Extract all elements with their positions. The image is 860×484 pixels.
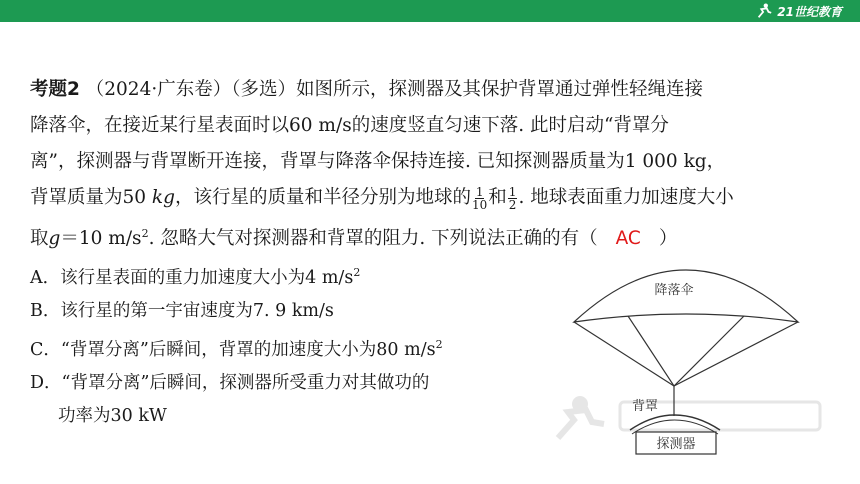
stem-line-4b: ，该行星的质量和半径分别为地球的 bbox=[174, 187, 471, 208]
rope-2 bbox=[628, 316, 674, 386]
option-a-sup: 2 bbox=[353, 266, 361, 279]
frac2-denominator: 2 bbox=[508, 197, 517, 212]
fraction-one-tenth bbox=[472, 186, 487, 211]
brand-logo bbox=[755, 1, 842, 21]
top-banner bbox=[0, 0, 860, 22]
shield-label: 背罩 bbox=[632, 399, 659, 414]
stem-line-1: （2024·广东卷）（多选）如图所示，探测器及其保护背罩通过弹性轻绳连接 bbox=[85, 79, 703, 100]
frac1-denominator: 10 bbox=[472, 197, 488, 212]
rope-3 bbox=[674, 316, 744, 386]
option-d bbox=[30, 367, 443, 400]
stem-line-4d: . 地球表面重力加速度大小 bbox=[518, 187, 734, 208]
option-d-text: D．“背罩分离”后瞬间，探测器所受重力对其做功的 bbox=[30, 372, 430, 393]
option-a-text: A．该行星表面的重力加速度大小为4 m/s bbox=[30, 267, 354, 288]
stem-line-2: 降落伞，在接近某行星表面时以60 m/s的速度竖直匀速下落. 此时启动“背罩分 bbox=[30, 115, 669, 136]
rope-4 bbox=[674, 322, 798, 386]
stem-line-5c: . 忽略大气对探测器和背罩的阻力. 下列说法正确的有（ bbox=[148, 228, 598, 250]
fraction-one-half bbox=[508, 186, 518, 211]
option-b bbox=[30, 295, 443, 328]
stem-line-5a: 取 bbox=[30, 228, 49, 250]
option-a bbox=[30, 256, 443, 295]
option-c-sup: 2 bbox=[435, 337, 443, 351]
answer-text: AC bbox=[615, 228, 641, 250]
rope-1 bbox=[574, 322, 674, 386]
parachute-diagram bbox=[570, 258, 802, 468]
frac1-numerator: 1 bbox=[475, 184, 484, 199]
parachute-label: 降落伞 bbox=[654, 283, 694, 298]
stem-line-3: 离”，探测器与背罩断开连接，背罩与降落伞保持连接. 已知探测器质量为1 000 kg， bbox=[30, 151, 726, 172]
stem-line-5d: ） bbox=[658, 228, 678, 250]
stem-line-4a: 背罩质量为50 bbox=[30, 187, 152, 208]
logo-text: 21世纪教育 bbox=[777, 4, 842, 19]
option-c bbox=[30, 328, 443, 367]
option-d-text-2: 功率为30 kW bbox=[58, 405, 167, 426]
option-b-text: B．该行星的第一宇宙速度为7. 9 km/s bbox=[30, 300, 334, 321]
stem-line-5b: ＝10 m/s bbox=[60, 228, 142, 250]
option-c-text: C．“背罩分离”后瞬间，背罩的加速度大小为80 m/s bbox=[30, 339, 436, 360]
question-tag: 考题2 bbox=[30, 79, 80, 100]
frac2-numerator: 1 bbox=[508, 184, 517, 199]
unit-kg: kg bbox=[151, 187, 175, 208]
options-list bbox=[30, 256, 443, 433]
probe-label: 探测器 bbox=[656, 437, 696, 452]
runner-icon bbox=[755, 2, 773, 20]
superscript-2: 2 bbox=[141, 227, 149, 240]
option-d-continuation bbox=[30, 400, 443, 433]
question-stem bbox=[30, 72, 830, 252]
stem-line-4c: 和 bbox=[488, 187, 507, 208]
symbol-g: g bbox=[48, 228, 61, 250]
